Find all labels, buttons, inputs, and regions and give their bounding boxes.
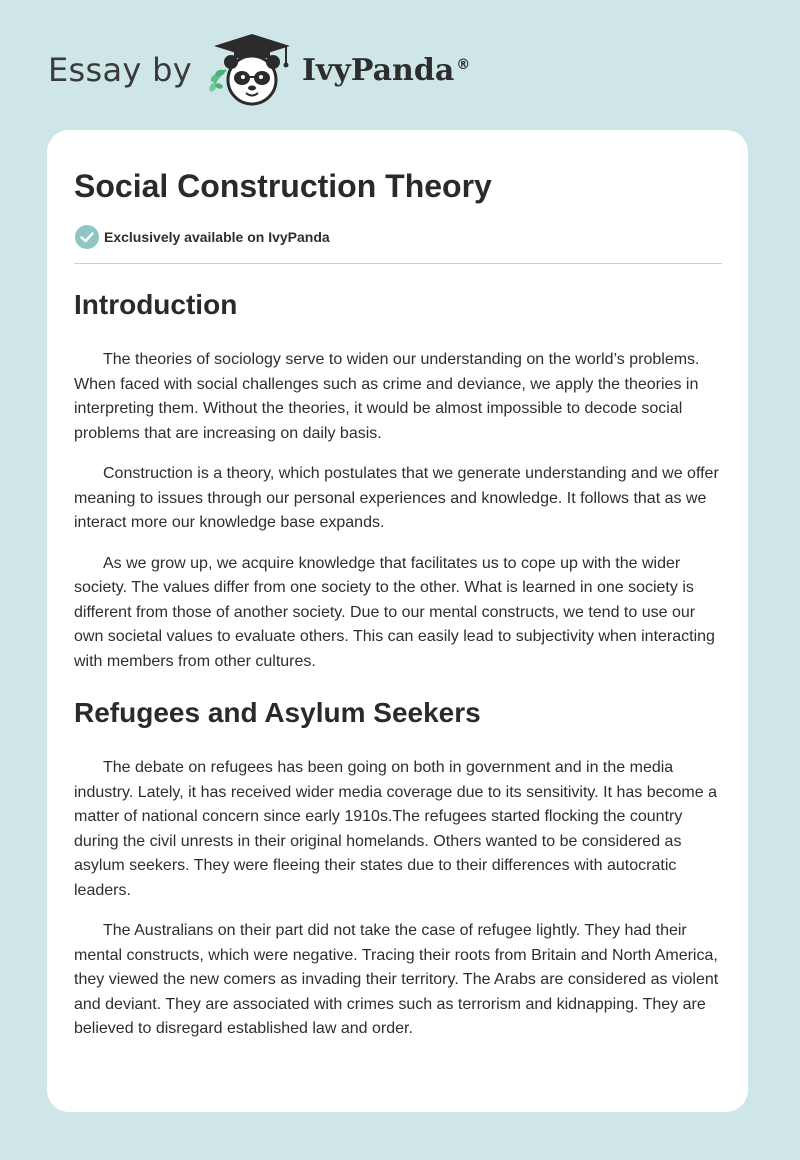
paragraph: The Australians on their part did not take the case of refugee lightly. They had their mental constructs, which were negative. Tracing their roots from Britain and North America, they viewed the new comers as invading their territory. The Arabs are considered as violent and deviant. They are associated with crimes such as terrorism and kidnapping. They are believed to disregard established law and order. (74, 922, 719, 1037)
section-heading-refugees: Refugees and Asylum Seekers (74, 697, 481, 728)
check-circle-icon (74, 224, 100, 250)
paragraph: The theories of sociology serve to widen our understanding on the world’s problems. When faced with social challenges such as crime and deviance, we apply the theories in interpreting them. Without the theories, it would be almost impossible to decode social problems that are increasing on daily basis. (74, 351, 700, 442)
paragraph: The debate on refugees has been going on both in government and in the media industry. Lately, it has received wider media coverage due to its sensitivity. It has become a matter of national concern since early 1910s.The refugees started flocking the country during the civil unrests in their original homelands. Others wanted to be considered as asylum seekers. They were fleeing their states due to their differences with autocratic leaders. (74, 759, 717, 899)
panda-graduate-icon (206, 30, 298, 110)
divider (74, 263, 722, 264)
registered-mark: ® (456, 56, 471, 73)
section-heading-introduction: Introduction (74, 289, 238, 320)
essay-by-label: Essay by (48, 51, 192, 89)
exclusive-label: Exclusively available on IvyPanda (104, 229, 330, 245)
exclusive-badge (74, 224, 722, 250)
page-title: Social Construction Theory (74, 168, 492, 204)
site-header (48, 30, 470, 110)
brand-name: IvyPanda ® (301, 52, 471, 88)
essay-card (47, 130, 748, 1112)
paragraph: Construction is a theory, which postulates that we generate understanding and we offer meaning to issues through our personal experiences and knowledge. It follows that as we interact more our knowledge base expands. (74, 465, 719, 531)
paragraph: As we grow up, we acquire knowledge that facilitates us to cope up with the wider society. The values differ from one society to the other. What is learned in one society is different from those of another society. Due to our mental constructs, we tend to use our own societal values to evaluate others. This can easily lead to subjectivity when interacting with members from other cultures. (74, 554, 715, 670)
